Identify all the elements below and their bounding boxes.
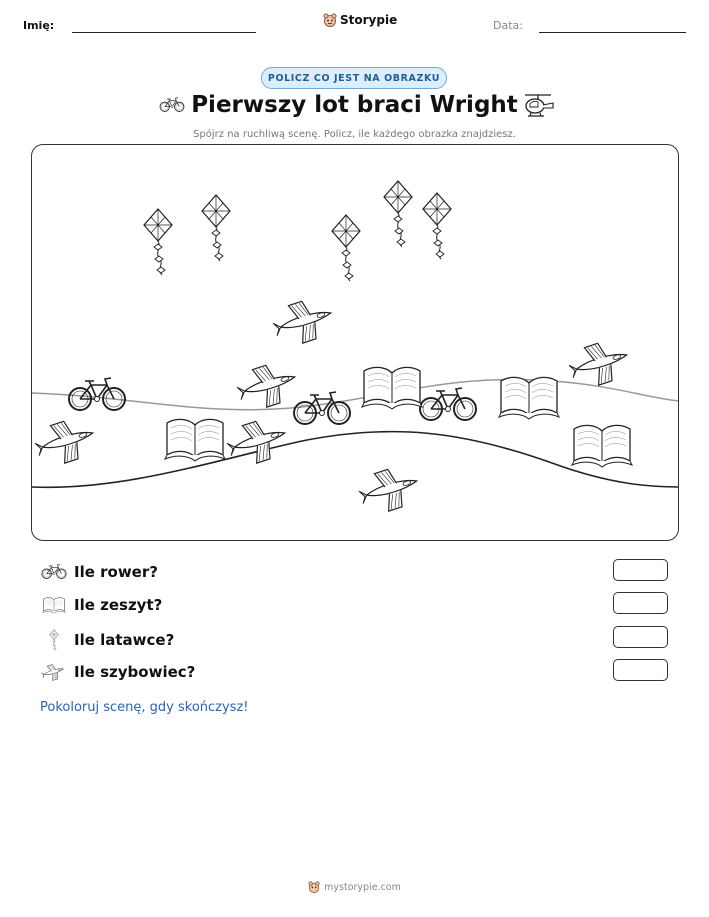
book-icon bbox=[499, 377, 559, 419]
question-book bbox=[41, 596, 162, 614]
glider-icon bbox=[32, 414, 99, 470]
glider-icon bbox=[233, 358, 301, 414]
bicycle-icon bbox=[69, 378, 125, 410]
answer-box-kite[interactable] bbox=[613, 626, 668, 648]
kite-icon bbox=[41, 629, 67, 651]
name-line[interactable] bbox=[72, 32, 256, 33]
glider-icon bbox=[41, 662, 67, 682]
book-icon bbox=[165, 419, 225, 461]
mascot-icon bbox=[323, 13, 337, 27]
glider-icon bbox=[269, 294, 337, 350]
bicycle-icon bbox=[41, 563, 67, 581]
question-text: Ile rower? bbox=[74, 563, 158, 581]
mascot-icon bbox=[308, 881, 320, 893]
bicycle-icon bbox=[420, 388, 476, 420]
question-text: Ile zeszyt? bbox=[74, 596, 163, 614]
helicopter-icon bbox=[521, 90, 555, 120]
kite-icon bbox=[384, 181, 412, 247]
coloring-note: Pokoloruj scenę, gdy skończysz! bbox=[40, 700, 249, 715]
kite-icon bbox=[423, 193, 451, 259]
question-kite bbox=[41, 629, 174, 651]
task-badge: POLICZ CO JEST NA OBRAZKU bbox=[261, 67, 447, 89]
kite-icon bbox=[202, 195, 230, 261]
answer-box-glider[interactable] bbox=[613, 659, 668, 681]
hill-line-back bbox=[32, 379, 679, 409]
name-label: Imię: bbox=[23, 19, 55, 32]
book-icon bbox=[362, 367, 422, 409]
kite-icon bbox=[144, 209, 172, 275]
book-icon bbox=[41, 596, 67, 614]
counting-scene bbox=[31, 144, 679, 541]
glider-icon bbox=[355, 462, 423, 518]
question-text: Ile szybowiec? bbox=[74, 663, 196, 681]
brand-name: Storypie bbox=[340, 13, 398, 27]
date-line[interactable] bbox=[539, 32, 686, 33]
question-text: Ile latawce? bbox=[74, 631, 175, 649]
page-subtitle: Spójrz na ruchliwą scenę. Policz, ile każdego obrazka znajdziesz. bbox=[193, 129, 516, 140]
scene-drawing bbox=[32, 145, 679, 541]
book-icon bbox=[572, 425, 632, 467]
answer-box-bicycle[interactable] bbox=[613, 559, 668, 581]
question-glider bbox=[41, 662, 195, 682]
footer-url[interactable]: mystorypie.com bbox=[324, 881, 401, 893]
brand-logo bbox=[323, 13, 397, 27]
kite-icon bbox=[332, 215, 360, 281]
footer bbox=[0, 881, 709, 893]
date-label: Data: bbox=[493, 19, 523, 32]
page-title: Pierwszy lot braci Wright bbox=[191, 92, 518, 118]
answer-box-book[interactable] bbox=[613, 592, 668, 614]
question-bicycle bbox=[41, 563, 158, 581]
bicycle-icon bbox=[294, 392, 350, 424]
glider-icon bbox=[223, 414, 291, 470]
